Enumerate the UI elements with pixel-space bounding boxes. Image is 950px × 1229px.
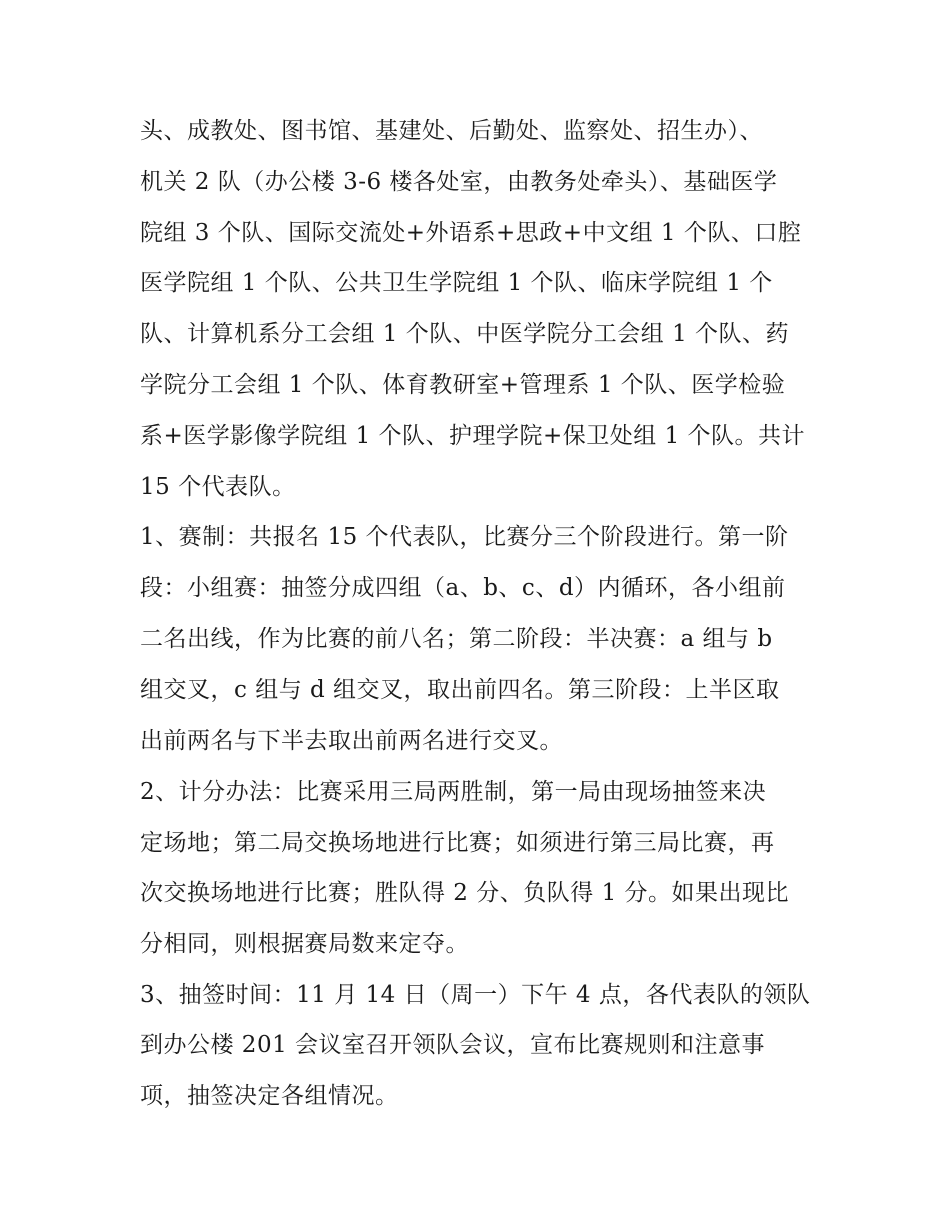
text-line: 次交换场地进行比赛；胜队得 2 分、负队得 1 分。如果出现比 bbox=[140, 880, 790, 906]
text-line: 头、成教处、图书馆、基建处、后勤处、监察处、招生办）、 bbox=[140, 118, 763, 144]
text-line: 3、抽签时间：11 月 14 日（周一）下午 4 点，各代表队的领队 bbox=[140, 982, 811, 1008]
text-line: 项，抽签决定各组情况。 bbox=[140, 1083, 399, 1109]
text-line: 段：小组赛：抽签分成四组（a、b、c、d）内循环，各小组前 bbox=[140, 575, 786, 601]
text-line: 系+医学影像学院组 1 个队、护理学院+保卫处组 1 个队。共计 bbox=[140, 423, 806, 449]
text-line: 二名出线，作为比赛的前八名；第二阶段：半决赛：a 组与 b bbox=[140, 626, 773, 652]
text-line: 1、赛制：共报名 15 个代表队，比赛分三个阶段进行。第一阶 bbox=[140, 524, 789, 550]
text-line: 机关 2 队（办公楼 3-6 楼各处室，由教务处牵头）、基础医学 bbox=[140, 169, 778, 195]
text-line: 定场地；第二局交换场地进行比赛；如须进行第三局比赛，再 bbox=[140, 830, 775, 856]
text-line: 医学院组 1 个队、公共卫生学院组 1 个队、临床学院组 1 个 bbox=[140, 270, 773, 296]
text-line: 到办公楼 201 会议室召开领队会议，宣布比赛规则和注意事 bbox=[140, 1032, 766, 1058]
text-line: 院组 3 个队、国际交流处+外语系+思政+中文组 1 个队、口腔 bbox=[140, 220, 802, 246]
text-line: 15 个代表队。 bbox=[140, 474, 296, 500]
text-line: 组交叉，c 组与 d 组交叉，取出前四名。第三阶段：上半区取 bbox=[140, 677, 780, 703]
text-line: 出前两名与下半去取出前两名进行交叉。 bbox=[140, 728, 563, 754]
text-line: 队、计算机系分工会组 1 个队、中医学院分工会组 1 个队、药 bbox=[140, 321, 790, 347]
text-line: 学院分工会组 1 个队、体育教研室+管理系 1 个队、医学检验 bbox=[140, 372, 786, 398]
text-line: 分相同，则根据赛局数来定夺。 bbox=[140, 931, 469, 957]
text-line: 2、计分办法：比赛采用三局两胜制，第一局由现场抽签来决 bbox=[140, 779, 767, 805]
